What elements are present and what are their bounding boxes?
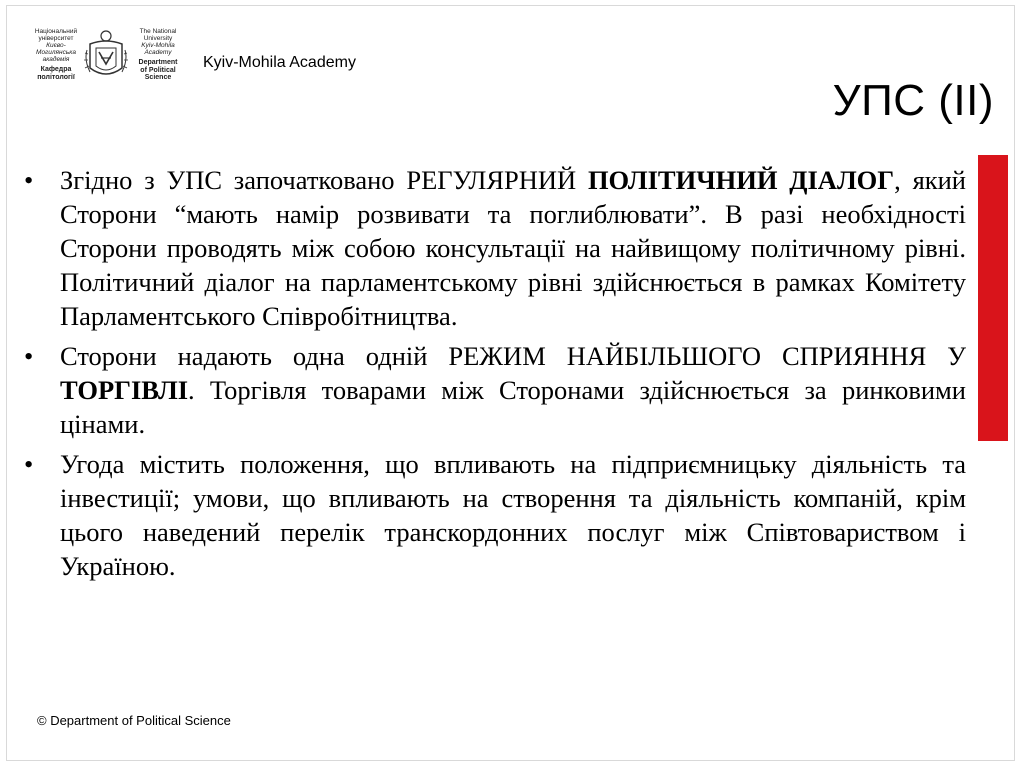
academy-emblem-icon [84, 28, 128, 82]
footer-copyright: © Department of Political Science [37, 713, 231, 728]
logo-en-line: Kyiv-Mohila [141, 42, 175, 49]
bullet-text-part: Угода містить положення, що впливають на підприємницьку діяльність та інвестиції; умови, що впливають на створення та діяльність компаній, крім цього наведений перелік транскордонних послуг між Співтовариством і Україною. [60, 449, 966, 581]
logo-en-line: Academy [144, 49, 172, 56]
logo-en-dept-line: of Political [140, 66, 176, 74]
bullet-text-emphasis: ТОРГІВЛІ [60, 375, 189, 405]
brand-name: Kyiv-Mohila Academy [203, 54, 356, 71]
logo-uk-dept-line: Кафедра [40, 66, 72, 73]
bullet-item [24, 447, 966, 583]
bullet-text-part: . Торгівля товарами між Сторонами здійснюється за ринковими цінами. [60, 375, 966, 439]
logo-en-line: University [143, 35, 173, 42]
bullet-text-part: Сторони надають одна одній РЕЖИМ НАЙБІЛЬШОГО СПРИЯННЯ У [60, 341, 966, 371]
logo-en-dept-line: Department [138, 59, 178, 66]
bullet-text [60, 447, 966, 583]
bullet-text [60, 163, 966, 333]
logo-uk-line: Національний [34, 28, 78, 35]
slide-title: УПС (ІІ) [832, 76, 994, 125]
logo-uk-department [30, 66, 82, 81]
logo-uk-line: Києво- [46, 42, 66, 49]
logo-uk-line: університет [38, 35, 74, 42]
university-logo [30, 26, 190, 84]
accent-bar [978, 155, 1008, 441]
logo-en-line: The National [139, 28, 177, 35]
slide-content [24, 163, 966, 589]
logo-uk-line: Могилянська [36, 49, 76, 56]
logo-en-dept-line: Science [144, 74, 172, 81]
bullet-icon: • [24, 165, 34, 195]
logo-uk-line: академія [42, 56, 70, 63]
bullet-text-part: Згідно з УПС започатковано РЕГУЛЯРНИЙ [60, 165, 588, 195]
logo-en-department [132, 59, 184, 82]
logo-english-text [132, 28, 184, 82]
bullet-icon: • [24, 341, 34, 371]
bullet-icon: • [24, 449, 34, 479]
bullet-item [24, 163, 966, 333]
bullet-text-emphasis: ПОЛІТИЧНИЙ ДІАЛОГ [587, 165, 895, 195]
logo-ukrainian-text [30, 28, 82, 81]
bullet-text [60, 339, 966, 441]
bullet-item [24, 339, 966, 441]
bullet-text-part: , який Сторони “мають намір розвивати та поглиблювати”. В разі необхідності Сторони проводять між собою консультації на найвищому політичному рівні. Політичний діалог на парламентському рівні здійснюється в рамках Комітету Парламентського Співробітництва. [60, 165, 966, 331]
logo-uk-dept-line: політології [37, 73, 75, 81]
